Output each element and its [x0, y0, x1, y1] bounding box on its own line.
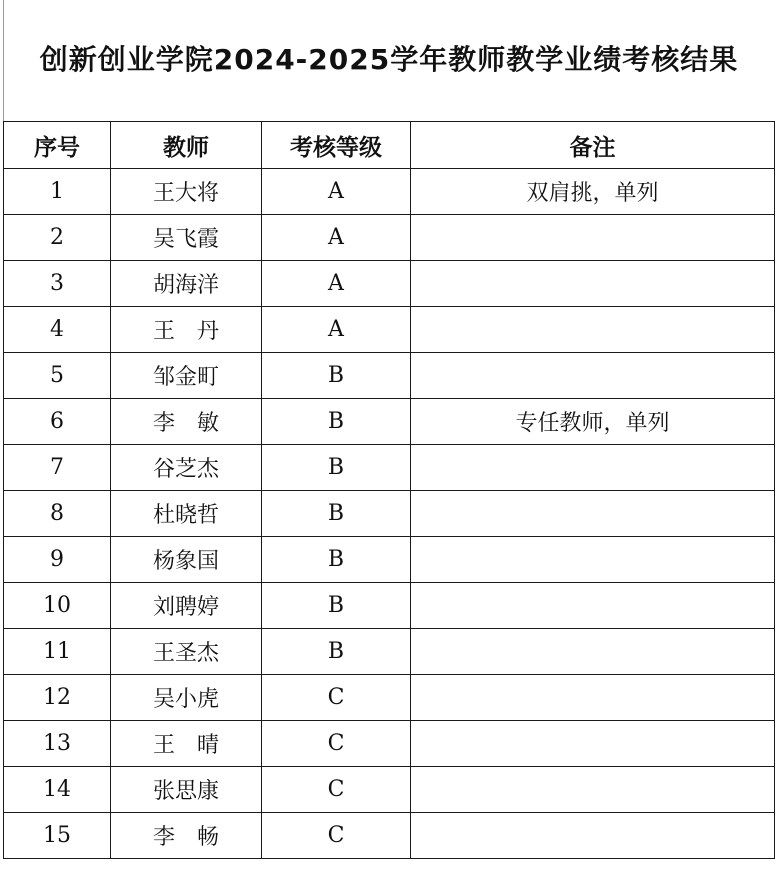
- cell-no: 12: [4, 675, 111, 721]
- table-row: [4, 261, 775, 307]
- table-row: [4, 813, 775, 859]
- header-note: 备注: [411, 122, 775, 169]
- cell-note: [411, 537, 775, 583]
- cell-note: [411, 215, 775, 261]
- cell-teacher: 谷芝杰: [111, 445, 262, 491]
- cell-grade: B: [262, 629, 411, 675]
- table-row: [4, 445, 775, 491]
- cell-no: 5: [4, 353, 111, 399]
- cell-note: 专任教师，单列: [411, 399, 775, 445]
- cell-teacher: 张思康: [111, 767, 262, 813]
- cell-no: 4: [4, 307, 111, 353]
- results-table: [3, 121, 775, 859]
- cell-teacher: 杨象国: [111, 537, 262, 583]
- table-row: [4, 629, 775, 675]
- header-teacher: 教师: [111, 122, 262, 169]
- cell-no: 2: [4, 215, 111, 261]
- cell-grade: B: [262, 353, 411, 399]
- cell-no: 7: [4, 445, 111, 491]
- cell-no: 6: [4, 399, 111, 445]
- table-row: [4, 537, 775, 583]
- cell-grade: A: [262, 261, 411, 307]
- cell-no: 13: [4, 721, 111, 767]
- cell-note: [411, 445, 775, 491]
- cell-teacher: 王大将: [111, 169, 262, 215]
- cell-no: 14: [4, 767, 111, 813]
- cell-no: 11: [4, 629, 111, 675]
- cell-no: 15: [4, 813, 111, 859]
- cell-note: [411, 813, 775, 859]
- cell-teacher: 吴小虎: [111, 675, 262, 721]
- cell-no: 3: [4, 261, 111, 307]
- cell-no: 8: [4, 491, 111, 537]
- cell-grade: B: [262, 537, 411, 583]
- header-grade: 考核等级: [262, 122, 411, 169]
- table-row: [4, 399, 775, 445]
- cell-grade: B: [262, 445, 411, 491]
- cell-note: [411, 767, 775, 813]
- cell-note: [411, 261, 775, 307]
- cell-teacher: 王 丹: [111, 307, 262, 353]
- cell-teacher: 王圣杰: [111, 629, 262, 675]
- cell-teacher: 杜晓哲: [111, 491, 262, 537]
- cell-teacher: 王 晴: [111, 721, 262, 767]
- table-row: [4, 169, 775, 215]
- cell-grade: C: [262, 767, 411, 813]
- cell-teacher: 胡海洋: [111, 261, 262, 307]
- cell-grade: B: [262, 583, 411, 629]
- cell-teacher: 李 敏: [111, 399, 262, 445]
- cell-teacher: 刘聘婷: [111, 583, 262, 629]
- table-row: [4, 353, 775, 399]
- table-header-row: [4, 122, 775, 169]
- cell-note: [411, 491, 775, 537]
- table-body: [4, 169, 775, 859]
- table-row: [4, 767, 775, 813]
- cell-note: [411, 307, 775, 353]
- table-row: [4, 491, 775, 537]
- cell-note: 双肩挑，单列: [411, 169, 775, 215]
- cell-grade: A: [262, 307, 411, 353]
- table-row: [4, 721, 775, 767]
- cell-grade: B: [262, 491, 411, 537]
- table-row: [4, 215, 775, 261]
- cell-note: [411, 353, 775, 399]
- cell-grade: B: [262, 399, 411, 445]
- cell-no: 9: [4, 537, 111, 583]
- cell-teacher: 吴飞霞: [111, 215, 262, 261]
- table-row: [4, 675, 775, 721]
- cell-note: [411, 629, 775, 675]
- cell-grade: A: [262, 169, 411, 215]
- page-title: 创新创业学院2024-2025学年教师教学业绩考核结果: [39, 43, 739, 76]
- cell-grade: C: [262, 721, 411, 767]
- cell-note: [411, 583, 775, 629]
- cell-grade: C: [262, 675, 411, 721]
- table-row: [4, 307, 775, 353]
- table-row: [4, 583, 775, 629]
- cell-teacher: 邹金町: [111, 353, 262, 399]
- cell-no: 1: [4, 169, 111, 215]
- cell-teacher: 李 畅: [111, 813, 262, 859]
- cell-note: [411, 721, 775, 767]
- cell-no: 10: [4, 583, 111, 629]
- cell-grade: A: [262, 215, 411, 261]
- cell-grade: C: [262, 813, 411, 859]
- header-no: 序号: [4, 122, 111, 169]
- cell-note: [411, 675, 775, 721]
